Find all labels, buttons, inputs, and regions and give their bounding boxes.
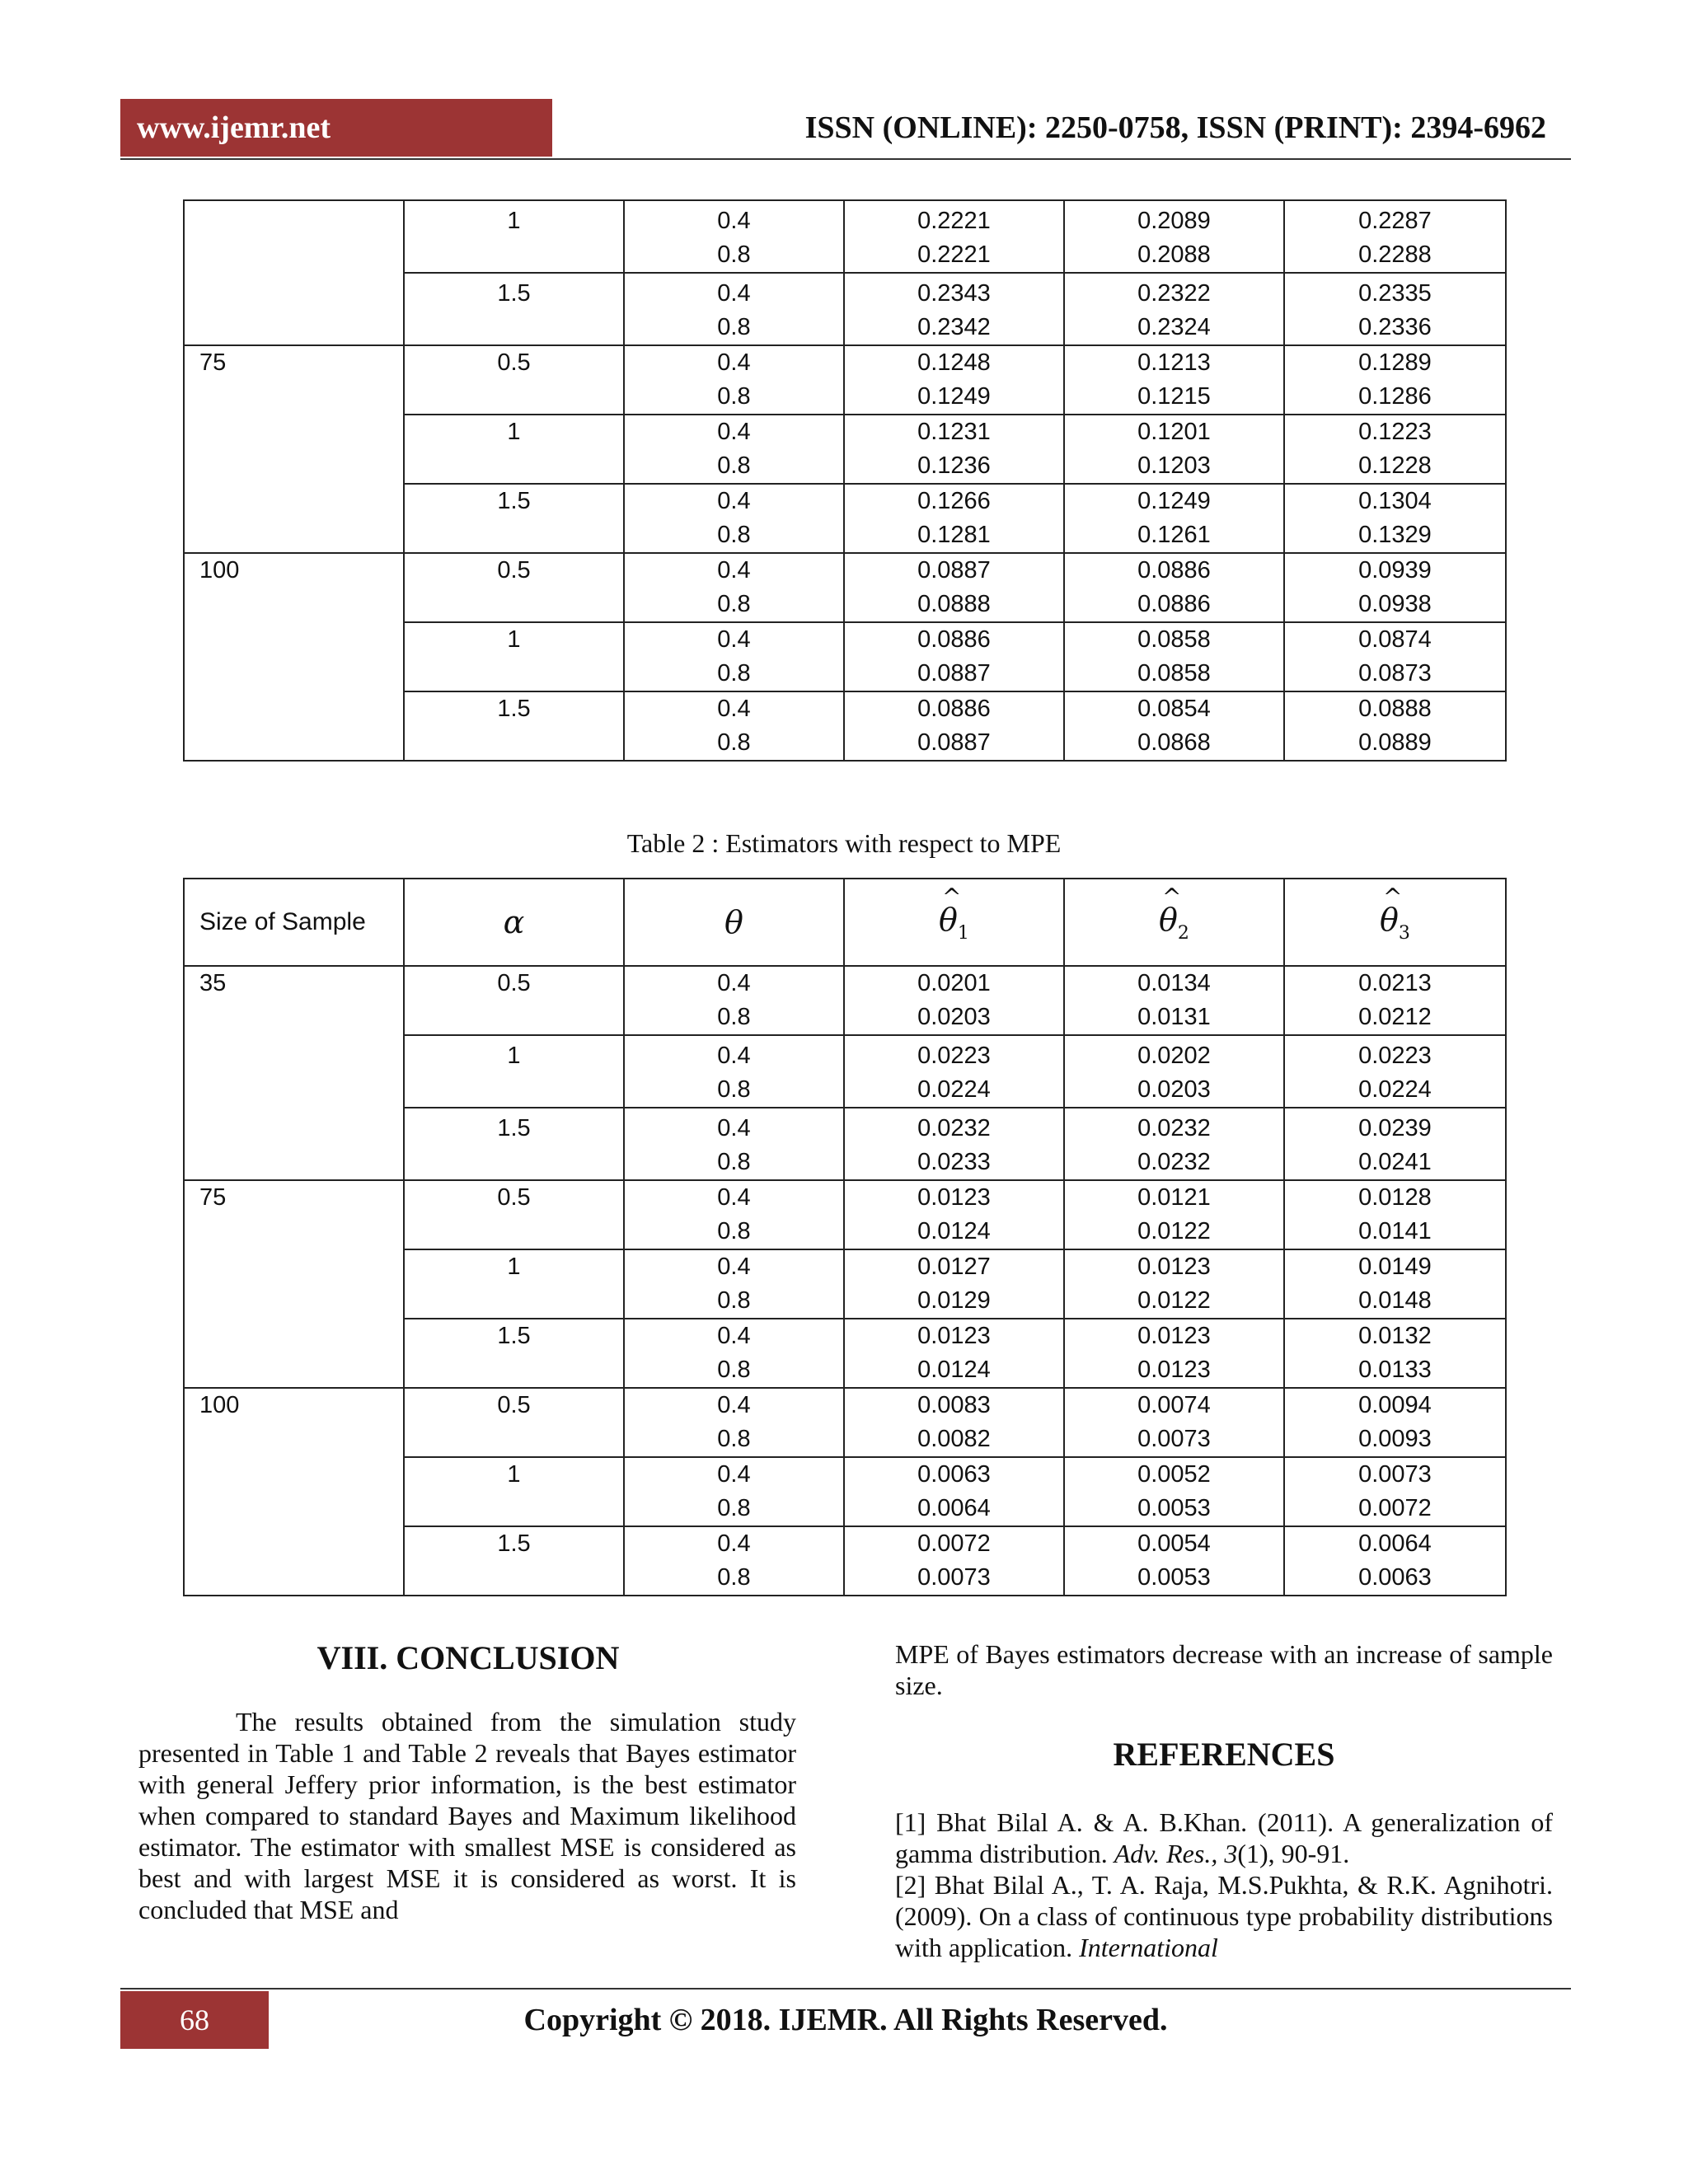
cell-t3: 0.1223 0.1228 xyxy=(1284,415,1506,484)
cell-alpha: 0.5 xyxy=(404,553,624,622)
table-row xyxy=(184,345,1506,415)
cell-t3: 0.1304 0.1329 xyxy=(1284,484,1506,553)
cell-theta: 0.4 0.8 xyxy=(624,966,844,1035)
cell-theta: 0.4 0.8 xyxy=(624,273,844,345)
conclusion-paragraph: The results obtained from the simulation study presented in Table 1 and Table 2 reveals that Bayes estimator with general Jeffery prior information, is the best estimator when compared to standard Bayes and Maximum likelihood estimator. The estimator with smallest MSE is considered as best and with largest MSE it is considered as worst. It is concluded that MSE and xyxy=(138,1707,796,1924)
issn-text: ISSN (ONLINE): 2250-0758, ISSN (PRINT): 2394-6962 xyxy=(804,110,1546,145)
cell-theta: 0.4 0.8 xyxy=(624,1388,844,1457)
cell-t3: 0.2335 0.2336 xyxy=(1284,273,1506,345)
table-header-row xyxy=(184,879,1506,966)
cell-t2: 0.0054 0.0053 xyxy=(1064,1526,1284,1596)
site-url-badge[interactable]: www.ijemr.net xyxy=(120,99,552,157)
cell-sample-size: 100 xyxy=(184,1388,404,1596)
cell-t3: 0.0064 0.0063 xyxy=(1284,1526,1506,1596)
cell-t2: 0.1249 0.1261 xyxy=(1064,484,1284,553)
cell-t1: 0.0063 0.0064 xyxy=(844,1457,1064,1526)
cell-t1: 0.0887 0.0888 xyxy=(844,553,1064,622)
header-theta: θ xyxy=(624,879,844,966)
cell-t1: 0.0886 0.0887 xyxy=(844,691,1064,761)
table-row xyxy=(184,200,1506,273)
copyright-text: Copyright © 2018. IJEMR. All Rights Reserved. xyxy=(523,2003,1168,2037)
cell-alpha: 1.5 xyxy=(404,691,624,761)
table-row xyxy=(184,966,1506,1035)
cell-alpha: 1.5 xyxy=(404,1108,624,1180)
cell-theta: 0.4 0.8 xyxy=(624,1249,844,1319)
cell-t3: 0.0223 0.0224 xyxy=(1284,1035,1506,1108)
cell-theta: 0.4 0.8 xyxy=(624,1035,844,1108)
cell-t2: 0.2322 0.2324 xyxy=(1064,273,1284,345)
reference-2: [2] Bhat Bilal A., T. A. Raja, M.S.Pukhta, & R.K. Agnihotri. (2009). On a class of continuous type probability distributions with application. International xyxy=(895,1870,1553,1962)
cell-t2: 0.0123 0.0123 xyxy=(1064,1319,1284,1388)
cell-t3: 0.2287 0.2288 xyxy=(1284,200,1506,273)
cell-t2: 0.0232 0.0232 xyxy=(1064,1108,1284,1180)
cell-t1: 0.0123 0.0124 xyxy=(844,1180,1064,1249)
cell-t1: 0.0886 0.0887 xyxy=(844,622,1064,691)
table-row xyxy=(184,553,1506,622)
cell-alpha: 1 xyxy=(404,1457,624,1526)
cell-t2: 0.0134 0.0131 xyxy=(1064,966,1284,1035)
header-alpha: α xyxy=(404,879,624,966)
cell-alpha: 1.5 xyxy=(404,484,624,553)
cell-t3: 0.0213 0.0212 xyxy=(1284,966,1506,1035)
cell-t1: 0.1231 0.1236 xyxy=(844,415,1064,484)
cell-sample-size: 75 xyxy=(184,345,404,553)
cell-t1: 0.1248 0.1249 xyxy=(844,345,1064,415)
cell-t3: 0.1289 0.1286 xyxy=(1284,345,1506,415)
cell-alpha: 0.5 xyxy=(404,1180,624,1249)
cell-theta: 0.4 0.8 xyxy=(624,484,844,553)
cell-t3: 0.0939 0.0938 xyxy=(1284,553,1506,622)
cell-t3: 0.0073 0.0072 xyxy=(1284,1457,1506,1526)
cell-sample-size: 75 xyxy=(184,1180,404,1388)
header-theta-hat-3: ^ $\theta_3$ xyxy=(1284,879,1506,966)
cell-theta: 0.4 0.8 xyxy=(624,553,844,622)
cell-t1: 0.1266 0.1281 xyxy=(844,484,1064,553)
table-row xyxy=(184,1180,1506,1249)
cell-t1: 0.0127 0.0129 xyxy=(844,1249,1064,1319)
table-1-continued xyxy=(183,199,1507,762)
cell-t2: 0.0854 0.0868 xyxy=(1064,691,1284,761)
table-2-caption: Table 2 : Estimators with respect to MPE xyxy=(626,828,1062,858)
right-column xyxy=(895,1638,1553,1963)
cell-t3: 0.0094 0.0093 xyxy=(1284,1388,1506,1457)
cell-t2: 0.0121 0.0122 xyxy=(1064,1180,1284,1249)
cell-sample-size: 100 xyxy=(184,553,404,761)
cell-t1: 0.2343 0.2342 xyxy=(844,273,1064,345)
cell-alpha: 1.5 xyxy=(404,273,624,345)
header-size-of-sample: Size of Sample xyxy=(184,879,404,966)
table-2-mpe xyxy=(183,878,1507,1596)
cell-t1: 0.0232 0.0233 xyxy=(844,1108,1064,1180)
cell-theta: 0.4 0.8 xyxy=(624,415,844,484)
cell-theta: 0.4 0.8 xyxy=(624,1526,844,1596)
cell-t2: 0.1201 0.1203 xyxy=(1064,415,1284,484)
cell-t2: 0.0052 0.0053 xyxy=(1064,1457,1284,1526)
cell-alpha: 1 xyxy=(404,200,624,273)
cell-theta: 0.4 0.8 xyxy=(624,1319,844,1388)
cell-t2: 0.0202 0.0203 xyxy=(1064,1035,1284,1108)
cell-theta: 0.4 0.8 xyxy=(624,1180,844,1249)
page-footer xyxy=(120,1988,1571,2049)
cell-theta: 0.4 0.8 xyxy=(624,1108,844,1180)
cell-t3: 0.0149 0.0148 xyxy=(1284,1249,1506,1319)
cell-theta: 0.4 0.8 xyxy=(624,200,844,273)
cell-alpha: 1.5 xyxy=(404,1319,624,1388)
cell-t2: 0.1213 0.1215 xyxy=(1064,345,1284,415)
cell-t2: 0.2089 0.2088 xyxy=(1064,200,1284,273)
header-theta-hat-2: ^ $\theta_2$ xyxy=(1064,879,1284,966)
cell-t2: 0.0858 0.0858 xyxy=(1064,622,1284,691)
cell-t3: 0.0239 0.0241 xyxy=(1284,1108,1506,1180)
cell-t3: 0.0128 0.0141 xyxy=(1284,1180,1506,1249)
cell-t2: 0.0123 0.0122 xyxy=(1064,1249,1284,1319)
cell-t2: 0.0886 0.0886 xyxy=(1064,553,1284,622)
cell-theta: 0.4 0.8 xyxy=(624,345,844,415)
header-theta-hat-1: ^ $\theta_1$ xyxy=(844,879,1064,966)
cell-theta: 0.4 0.8 xyxy=(624,622,844,691)
page-header xyxy=(120,99,1571,160)
reference-1: [1] Bhat Bilal A. & A. B.Khan. (2011). A generalization of gamma distribution. Adv. Res., 3(1), 90-91. xyxy=(895,1807,1553,1868)
cell-t3: 0.0132 0.0133 xyxy=(1284,1319,1506,1388)
cell-sample-size xyxy=(184,200,404,345)
cell-alpha: 1.5 xyxy=(404,1526,624,1596)
cell-alpha: 1 xyxy=(404,415,624,484)
cell-alpha: 1 xyxy=(404,622,624,691)
cell-alpha: 1 xyxy=(404,1035,624,1108)
table-row xyxy=(184,1388,1506,1457)
cell-theta: 0.4 0.8 xyxy=(624,691,844,761)
conclusion-continuation: MPE of Bayes estimators decrease with an increase of sample size. xyxy=(895,1639,1553,1700)
cell-alpha: 0.5 xyxy=(404,1388,624,1457)
cell-t1: 0.0083 0.0082 xyxy=(844,1388,1064,1457)
cell-alpha: 1 xyxy=(404,1249,624,1319)
cell-theta: 0.4 0.8 xyxy=(624,1457,844,1526)
cell-alpha: 0.5 xyxy=(404,966,624,1035)
cell-t1: 0.2221 0.2221 xyxy=(844,200,1064,273)
cell-t1: 0.0072 0.0073 xyxy=(844,1526,1064,1596)
page-number: 68 xyxy=(120,1991,269,2049)
cell-t1: 0.0123 0.0124 xyxy=(844,1319,1064,1388)
cell-alpha: 0.5 xyxy=(404,345,624,415)
references-heading: REFERENCES xyxy=(1113,1736,1335,1773)
conclusion-heading: VIII. CONCLUSION xyxy=(316,1639,620,1676)
cell-t1: 0.0223 0.0224 xyxy=(844,1035,1064,1108)
cell-t1: 0.0201 0.0203 xyxy=(844,966,1064,1035)
cell-sample-size: 35 xyxy=(184,966,404,1180)
cell-t2: 0.0074 0.0073 xyxy=(1064,1388,1284,1457)
cell-t3: 0.0874 0.0873 xyxy=(1284,622,1506,691)
cell-t3: 0.0888 0.0889 xyxy=(1284,691,1506,761)
